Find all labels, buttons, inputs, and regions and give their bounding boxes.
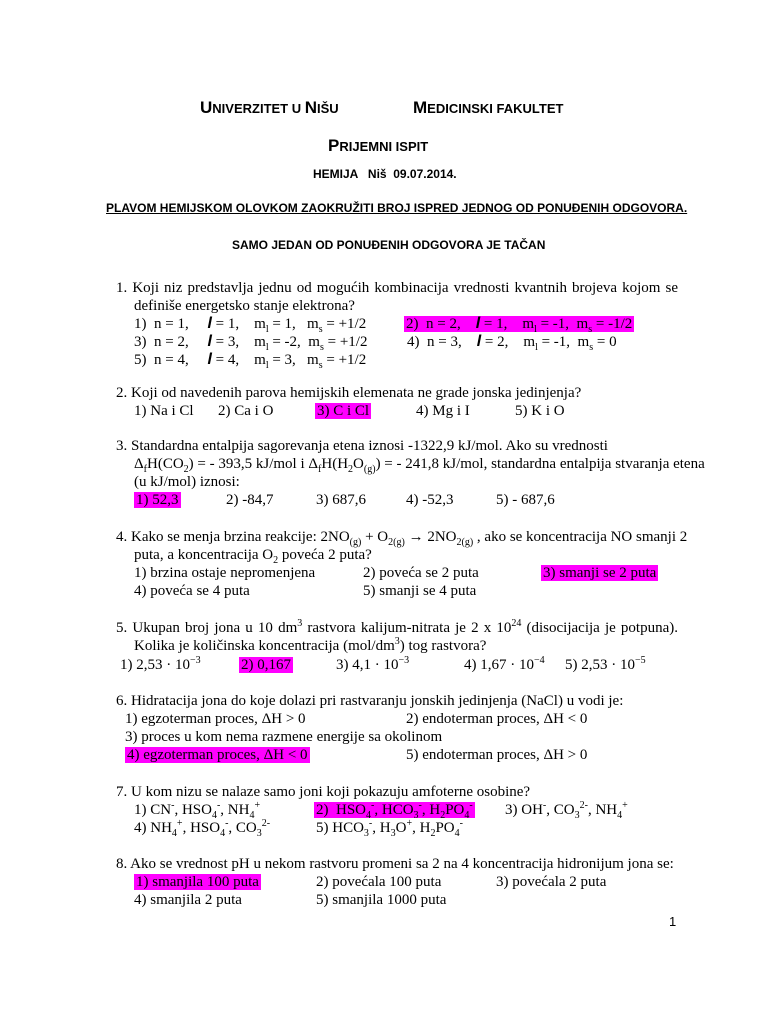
q6-text: 6. Hidratacija jona do koje dolazi pri rastvaranju jonskih jedinjenja (NaCl) u vodi je:	[116, 693, 624, 709]
q3-answer-3[interactable]: 3) 687,6	[316, 492, 366, 508]
q4-answer-3[interactable]: 3) smanji se 2 puta	[543, 565, 657, 581]
q6-answer-4[interactable]: 4) egzoterman proces, ΔH < 0	[127, 747, 308, 763]
q4-text-line2: puta, a koncentracija $O_2$ poveća 2 puta?	[134, 547, 372, 566]
instruction-line: PLAVOM HEMIJSKOM OLOVKOM ZAOKRUŽITI BROJ ISPRED JEDNOG OD PONUĐENIH ODGOVORA.	[106, 201, 688, 215]
exam-title: PRIJEMNI ISPIT	[328, 136, 429, 155]
q7-answer-5[interactable]: 5) $HCO_3^-$, $H_3O^+$, $H_2PO_4^-$	[316, 818, 463, 839]
q6-answer-5[interactable]: 5) endoterman proces, ΔH > 0	[406, 747, 588, 763]
q2-answer-2[interactable]: 2) Ca i O	[218, 403, 274, 419]
q2-answer-5[interactable]: 5) K i O	[515, 403, 565, 419]
q1-text-line1: 1. Koji niz predstavlja jednu od mogućih kombinacija vrednosti kvantnih brojeva kojom se	[116, 280, 678, 296]
q5-answer-3[interactable]: 3) $4,1 \cdot 10^{-3}$	[336, 655, 410, 673]
q1-answer-3[interactable]: 3) n = 2, l = 3, $m_l = -2$, $m_s = +1/2$	[134, 333, 368, 353]
q8-answer-1[interactable]: 1) smanjila 100 puta	[136, 874, 259, 890]
q7-answer-3[interactable]: 3) OH-, $CO_3^{2-}$, $NH_4^+$	[505, 800, 628, 821]
q3-answer-1[interactable]: 1) 52,3	[136, 492, 179, 508]
q4-answer-1[interactable]: 1) brzina ostaje nepromenjena	[134, 565, 316, 581]
page-number: 1	[669, 914, 677, 929]
q5-text-line1: 5. Ukupan broj jona u 10 $dm^3$ rastvora kalijum-nitrata je 2 x $10^{24}$ (disocijacija je potpuna).	[116, 618, 678, 636]
q3-text-line3: (u kJ/mol) iznosi:	[134, 474, 240, 490]
q1-answer-4[interactable]: 4) n = 3, l = 2, $m_l = -1$, $m_s = 0$	[407, 333, 617, 353]
q3-answer-4[interactable]: 4) -52,3	[406, 492, 454, 508]
subject-date-line: HEMIJA Niš 09.07.2014.	[313, 167, 457, 181]
q2-answer-4[interactable]: 4) Mg i I	[416, 403, 470, 419]
q1-answer-1[interactable]: 1) n = 1, l = 1, $m_l = 1$, $m_s = +1/2$	[134, 315, 367, 335]
q3-text-line2: $\Delta_fH(CO_2)$ = - 393,5 kJ/mol i $\Delta_fH(H_2O_{(g)})$ = - 241,8 kJ/mol, standardna entalpija stvaranja etena	[134, 456, 705, 475]
q5-answer-1[interactable]: 1) $2,53 \cdot 10^{-3}$	[120, 655, 201, 673]
q5-answer-2[interactable]: 2) 0,167	[241, 657, 291, 673]
q8-answer-2[interactable]: 2) povećala 100 puta	[316, 874, 442, 890]
q8-text: 8. Ako se vrednost pH u nekom rastvoru promeni sa 2 na 4 koncentracija hidronijum jona se:	[116, 856, 674, 872]
q3-answer-2[interactable]: 2) -84,7	[226, 492, 274, 508]
q3-text-line1: 3. Standardna entalpija sagorevanja etena iznosi -1322,9 kJ/mol. Ako su vrednosti	[116, 438, 608, 454]
q6-answer-3[interactable]: 3) proces u kom nema razmene energije sa okolinom	[125, 729, 443, 745]
q1-answer-5[interactable]: 5) n = 4, l = 4, $m_l = 3$, $m_s = +1/2$	[134, 351, 367, 371]
q6-answer-2[interactable]: 2) endoterman proces, ΔH < 0	[406, 711, 588, 727]
q2-answer-3[interactable]: 3) C i Cl	[317, 403, 370, 419]
q5-text-line2: Kolika je količinska koncentracija $(mol/dm^3)$ tog rastvora?	[134, 636, 487, 654]
q7-text: 7. U kom nizu se nalaze samo joni koji pokazuju amfoterne osobine?	[116, 784, 531, 800]
q6-answer-1[interactable]: 1) egzoterman proces, ΔH > 0	[125, 711, 306, 727]
q4-answer-5[interactable]: 5) smanji se 4 puta	[363, 583, 477, 599]
q2-answer-1[interactable]: 1) Na i Cl	[134, 403, 194, 419]
note-line: SAMO JEDAN OD PONUĐENIH ODGOVORA JE TAČAN	[232, 238, 546, 252]
q7-answer-1[interactable]: 1) CN-, $HSO_4^-$, $NH_4^+$	[134, 800, 261, 821]
q4-text-line1: 4. Kako se menja brzina reakcije: $2NO_{(g)} + O_{2(g)} \to 2NO_{2(g)}$ , ako se koncentracija NO smanji 2	[116, 529, 688, 548]
q1-answer-2[interactable]: 2) n = 2, l = 1, $m_l = -1$, $m_s = -1/2$	[406, 315, 633, 335]
faculty-title: MEDICINSKI FAKULTET	[413, 98, 564, 117]
q5-answer-5[interactable]: 5) $2,53 \cdot 10^{-5}$	[565, 655, 646, 673]
q8-answer-3[interactable]: 3) povećala 2 puta	[496, 874, 607, 890]
q4-answer-2[interactable]: 2) poveća se 2 puta	[363, 565, 479, 581]
q5-answer-4[interactable]: 4) $1,67 \cdot 10^{-4}$	[464, 655, 545, 673]
q7-answer-4[interactable]: 4) $NH_4^+$, $HSO_4^-$, $CO_3^{2-}$	[134, 818, 271, 839]
university-title: UNIVERZITET U NIŠU	[200, 98, 339, 117]
q2-text: 2. Koji od navedenih parova hemijskih elemenata ne grade jonska jedinjenja?	[116, 385, 582, 401]
q4-answer-4[interactable]: 4) poveća se 4 puta	[134, 583, 250, 599]
q8-answer-4[interactable]: 4) smanjila 2 puta	[134, 892, 242, 908]
q1-text-line2: definiše energetsko stanje elektrona?	[134, 298, 355, 314]
q3-answer-5[interactable]: 5) - 687,6	[496, 492, 555, 508]
q7-answer-2[interactable]: 2) $HSO_4^-$, $HCO_3^-$, $H_2PO_4^-$	[316, 800, 473, 821]
q8-answer-5[interactable]: 5) smanjila 1000 puta	[316, 892, 447, 908]
